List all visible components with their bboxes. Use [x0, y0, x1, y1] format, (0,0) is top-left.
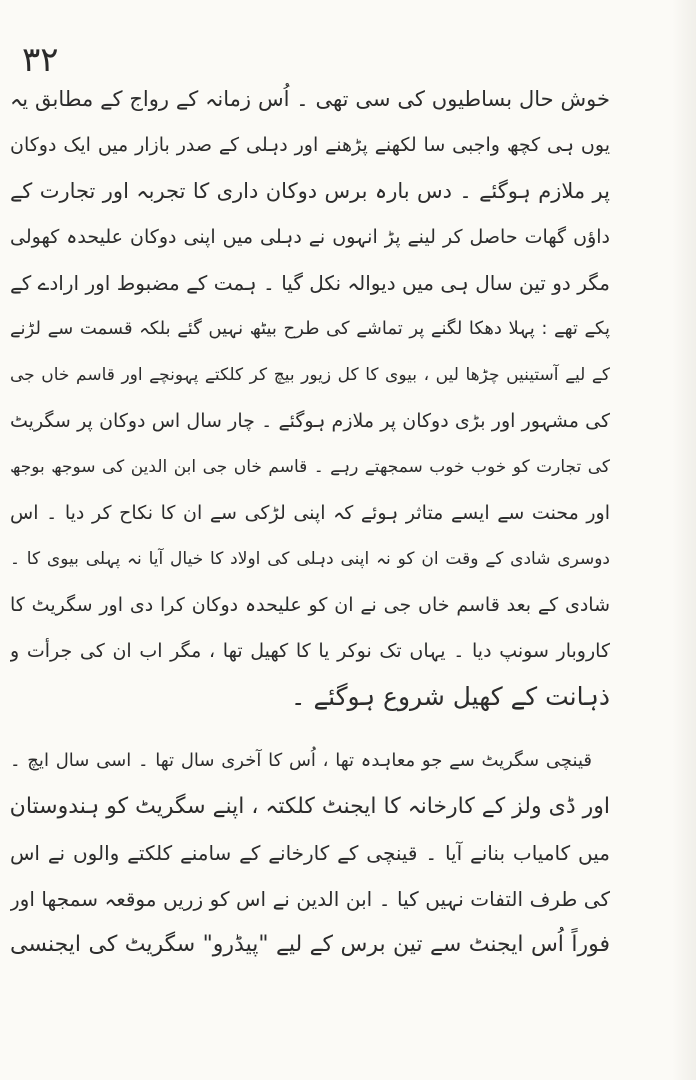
text-line: پکے تھے : پہلا دھکا لگنے پر تماشے کی طرح بیٹھ نہیں گئے بلکہ قسمت سے لڑنے: [10, 318, 610, 339]
text-line: دوسری شادی کے وقت ان کو نہ اپنی دہلی کی اولاد کا خیال آیا نہ پہلی بیوی کا ۔: [10, 549, 610, 569]
body-text: [10, 76, 610, 968]
text-line: کاروبار سونپ دیا ۔ یہاں تک نوکر یا کا کھیل تھا ، مگر اب ان کی جرأت و: [10, 640, 610, 662]
text-line: یوں ہی کچھ واجبی سا لکھنے پڑھنے اور دہلی کے صدر بازار میں ایک دوکان: [10, 134, 610, 156]
paragraph: [10, 738, 610, 968]
text-line: کی تجارت کو خوب خوب سمجھتے رہے ۔ قاسم خاں جی ابن الدین کی سوجھ بوجھ: [10, 457, 610, 477]
page-number: ۳۲: [22, 40, 59, 80]
text-line: شادی کے بعد قاسم خاں جی نے ان کو علیحدہ دوکان کرا دی اور سگریٹ کا: [10, 594, 610, 616]
text-line: کی مشہور اور بڑی دوکان پر ملازم ہوگئے ۔ چار سال اس دوکان پر سگریٹ: [10, 410, 610, 432]
text-line: کے لیے آستینیں چڑھا لیں ، بیوی کا کل زیور بیچ کر کلکتے پہونچے اور قاسم خاں جی: [10, 365, 610, 385]
text-line: اور ڈی ولز کے کارخانہ کا ایجنٹ کلکتہ ، اپنے سگریٹ کو ہندوستان: [10, 794, 610, 819]
paragraph: [10, 76, 610, 720]
text-line: فوراً اُس ایجنٹ سے تین برس کے لیے "پیڈرو" سگریٹ کی ایجنسی: [10, 932, 610, 957]
text-line: مگر دو تین سال ہی میں دیوالہ نکل گیا ۔ ہمت کے مضبوط اور ارادے کے: [10, 271, 610, 295]
paragraph-gap: [10, 720, 610, 738]
text-line: پر ملازم ہوگئے ۔ دس بارہ برس دوکان داری کا تجربہ اور تجارت کے: [10, 179, 610, 203]
text-line: خوش حال بساطیوں کی سی تھی ۔ اُس زمانہ کے رواج کے مطابق یہ: [10, 87, 610, 111]
page-edge-shadow: [672, 0, 696, 1080]
text-line: ذہانت کے کھیل شروع ہوگئے ۔: [290, 682, 610, 711]
text-line: داؤں گھات حاصل کر لینے پڑ انہوں نے دہلی میں اپنی دوکان علیحدہ کھولی: [10, 226, 610, 248]
text-line: قینچی سگریٹ سے جو معاہدہ تھا ، اُس کا آخری سال تھا ۔ اسی سال ایچ ۔: [10, 750, 592, 771]
text-line: اور محنت سے ایسے متاثر ہوئے کہ اپنی لڑکی سے ان کا نکاح کر دیا ۔ اس: [10, 502, 610, 524]
text-line: میں کامیاب بنانے آیا ۔ قینچی کے کارخانے کے سامنے کلکتے والوں نے اس: [10, 841, 610, 865]
text-line: کی طرف التفات نہیں کیا ۔ ابن الدین نے اس کو زریں موقعہ سمجھا اور: [10, 887, 610, 911]
